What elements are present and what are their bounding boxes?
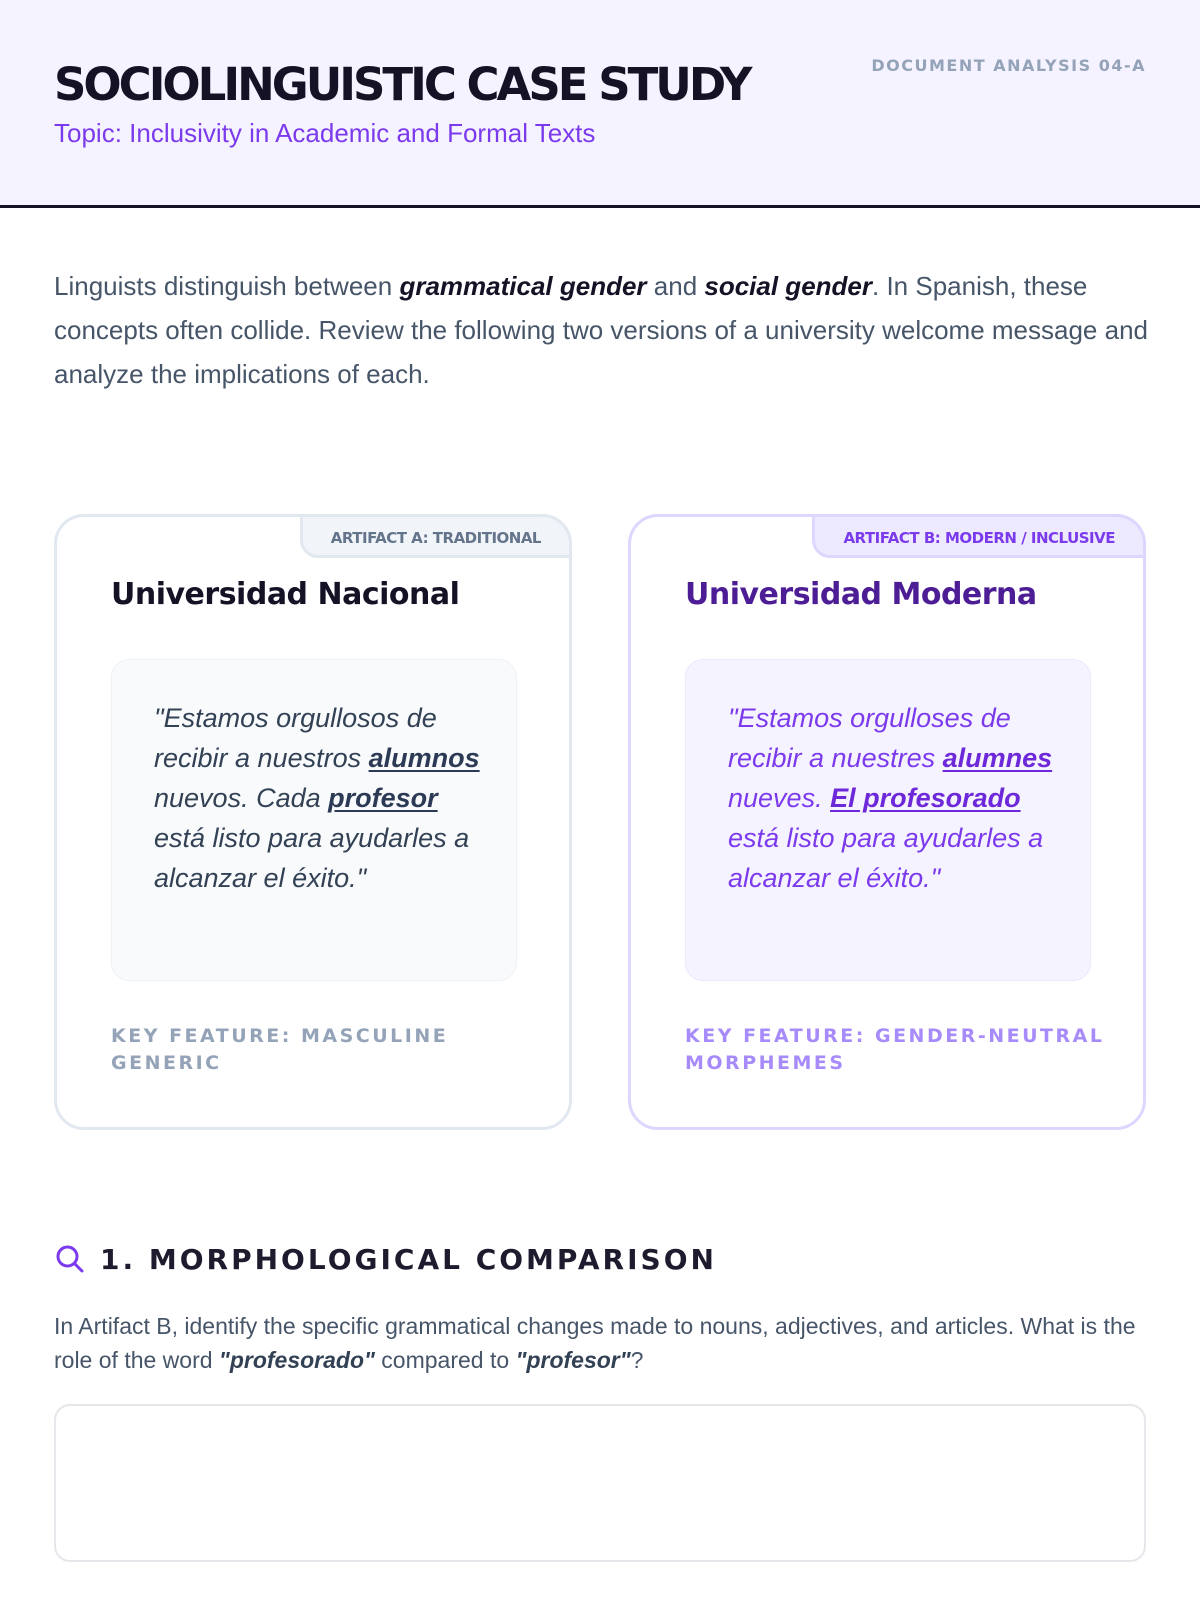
quote-text: está listo para ayudarles a alcanzar el éxito." — [728, 823, 1044, 893]
intro-text: Linguists distinguish between — [54, 271, 400, 301]
quote-text: "Estamos orgulloses de recibir a nuestres — [728, 703, 1011, 773]
quote-text: está listo para ayudarles a alcanzar el éxito." — [154, 823, 470, 893]
quote-keyword: alumnos — [368, 743, 480, 773]
page-topic: Topic: Inclusivity in Academic and Formal Texts — [54, 118, 596, 148]
artifact-a-tag: ARTIFACT A: TRADITIONAL — [300, 514, 572, 558]
artifact-a-feature: KEY FEATURE: MASCULINE GENERIC — [111, 1025, 449, 1074]
quote-keyword: El profesorado — [830, 783, 1021, 813]
artifact-b-feature: KEY FEATURE: GENDER-NEUTRAL MORPHEMES — [685, 1025, 1105, 1074]
artifact-b-quote — [685, 659, 1091, 981]
artifact-a-card — [54, 514, 572, 1130]
document-code: DOCUMENT ANALYSIS 04-A — [871, 56, 1146, 75]
section-1-heading — [54, 1242, 717, 1276]
question-text: ? — [630, 1347, 644, 1373]
artifact-b-card — [628, 514, 1146, 1130]
artifact-a-quote — [111, 659, 517, 981]
quote-text: nueves. — [728, 783, 831, 813]
intro-text: and — [646, 271, 705, 301]
section-1-question — [54, 1309, 1164, 1377]
artifact-b-tag: ARTIFACT B: MODERN / INCLUSIVE — [812, 514, 1146, 558]
question-text: In Artifact B, identify the specific grammatical changes made to nouns, adjectives, and articles. What is the role of the word — [54, 1313, 1136, 1373]
quote-keyword: alumnes — [942, 743, 1053, 773]
section-1-title: 1. MORPHOLOGICAL COMPARISON — [100, 1242, 717, 1276]
term-social-gender: social gender — [704, 271, 872, 301]
quote-text: nuevos. Cada — [154, 783, 329, 813]
intro-paragraph — [54, 264, 1154, 396]
intro-text: . In Spanish, these concepts often collide. Review the following two versions of a university welcome message and analyze the implications of each. — [54, 271, 1148, 389]
quote-keyword: profesor — [328, 783, 438, 813]
search-icon — [54, 1243, 86, 1275]
page-header — [0, 0, 1200, 208]
page-title: SOCIOLINGUISTIC CASE STUDY — [54, 58, 750, 111]
artifact-a-university: Universidad Nacional — [111, 577, 460, 612]
question-keyword: "profesorado" — [218, 1347, 375, 1373]
answer-box[interactable] — [54, 1404, 1146, 1562]
quote-text: "Estamos orgullosos de recibir a nuestros — [154, 703, 437, 773]
artifact-b-university: Universidad Moderna — [685, 577, 1037, 612]
term-grammatical-gender: grammatical gender — [399, 271, 647, 301]
question-text: compared to — [374, 1347, 516, 1373]
question-keyword: "profesor" — [515, 1347, 631, 1373]
